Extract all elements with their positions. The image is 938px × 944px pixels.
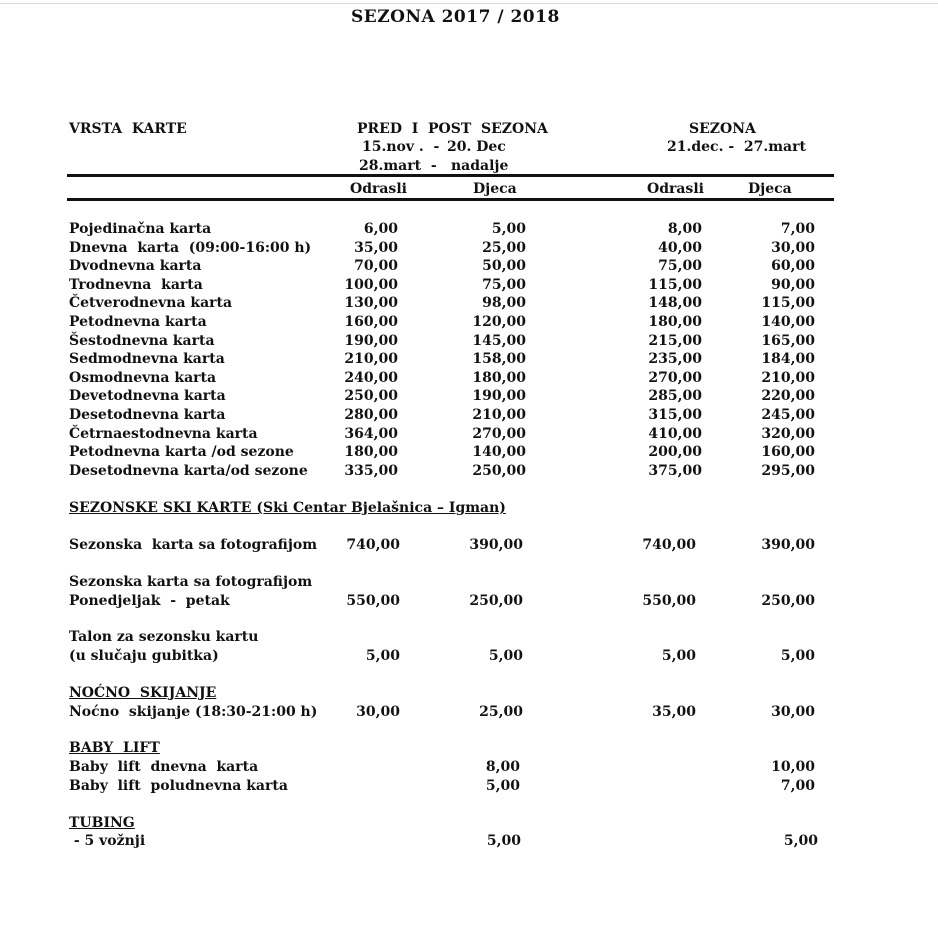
ticket-price-odrasli-pre: 250,00	[344, 388, 398, 404]
ticket-row-name: Devetodnevna karta	[69, 388, 226, 404]
night-heading: NOĆNO SKIJANJE	[69, 685, 217, 701]
talon-name1: Talon za sezonsku kartu	[69, 629, 259, 645]
seasonal-weekday-djeca-pre: 250,00	[469, 593, 523, 609]
col-djeca-season: Djeca	[748, 181, 792, 197]
ticket-price-odrasli-season: 200,00	[648, 444, 702, 460]
ticket-price-odrasli-pre: 160,00	[344, 314, 398, 330]
baby-lift-heading: BABY LIFT	[69, 740, 160, 756]
ticket-price-odrasli-season: 285,00	[648, 388, 702, 404]
ticket-row-name: Osmodnevna karta	[69, 370, 217, 386]
ticket-row-name: Trodnevna karta	[69, 277, 203, 293]
col-djeca-pre: Djeca	[473, 181, 517, 197]
ticket-price-odrasli-pre: 210,00	[344, 351, 398, 367]
ticket-price-djeca-pre: 75,00	[482, 277, 526, 293]
ticket-row-name: Dnevna karta (09:00-16:00 h)	[69, 240, 312, 256]
header-rule-bottom	[67, 198, 834, 201]
ticket-price-odrasli-pre: 130,00	[344, 295, 398, 311]
seasonal-weekday-djeca-season: 250,00	[761, 593, 815, 609]
header-rule-top	[67, 174, 834, 177]
ticket-row-name: Petodnevna karta /od sezone	[69, 444, 294, 460]
ticket-price-djeca-season: 7,00	[780, 221, 815, 237]
header-pre-post-season: PRED I POST SEZONA	[357, 121, 548, 137]
seasonal-weekday-name2: Ponedjeljak - petak	[69, 593, 230, 609]
ticket-price-odrasli-season: 75,00	[658, 258, 702, 274]
baby-lift-row-name: Baby lift dnevna karta	[69, 759, 259, 775]
col-odrasli-pre: Odrasli	[350, 181, 407, 197]
ticket-price-djeca-season: 210,00	[761, 370, 815, 386]
ticket-price-djeca-pre: 50,00	[482, 258, 526, 274]
seasonal-weekday-odrasli-season: 550,00	[642, 593, 696, 609]
header-pre-post-date-1a: 15.nov . -	[362, 139, 440, 155]
ticket-row-name: Četverodnevna karta	[69, 295, 233, 311]
baby-lift-djeca-season: 7,00	[780, 778, 815, 794]
ticket-price-odrasli-season: 270,00	[648, 370, 702, 386]
col-odrasli-season: Odrasli	[647, 181, 704, 197]
ticket-price-odrasli-pre: 280,00	[344, 407, 398, 423]
night-odrasli-season: 35,00	[652, 704, 696, 720]
ticket-price-odrasli-pre: 35,00	[354, 240, 398, 256]
header-vrsta-karte: VRSTA KARTE	[69, 121, 187, 137]
ticket-price-odrasli-season: 375,00	[648, 463, 702, 479]
ticket-price-djeca-pre: 5,00	[491, 221, 526, 237]
ticket-price-djeca-season: 140,00	[761, 314, 815, 330]
ticket-price-djeca-season: 320,00	[761, 426, 815, 442]
seasonal-weekday-name1: Sezonska karta sa fotografijom	[69, 574, 313, 590]
top-border-line	[0, 3, 938, 4]
ticket-price-djeca-pre: 25,00	[482, 240, 526, 256]
seasonal-photo-name: Sezonska karta sa fotografijom	[69, 537, 318, 553]
talon-djeca-pre: 5,00	[488, 648, 523, 664]
ticket-price-djeca-pre: 180,00	[472, 370, 526, 386]
ticket-price-djeca-pre: 158,00	[472, 351, 526, 367]
ticket-price-odrasli-pre: 100,00	[344, 277, 398, 293]
night-djeca-pre: 25,00	[479, 704, 523, 720]
ticket-price-djeca-pre: 98,00	[482, 295, 526, 311]
tubing-heading: TUBING	[69, 815, 135, 831]
seasonal-heading: SEZONSKE SKI KARTE (Ski Centar Bjelašnica – Igman)	[69, 500, 506, 516]
ticket-price-odrasli-season: 180,00	[648, 314, 702, 330]
night-name: Noćno skijanje (18:30-21:00 h)	[69, 704, 318, 720]
ticket-price-odrasli-season: 410,00	[648, 426, 702, 442]
baby-lift-row-name: Baby lift poludnevna karta	[69, 778, 288, 794]
header-pre-post-date-2b: nadalje	[451, 158, 509, 174]
header-season-range: 21.dec. - 27.mart	[667, 139, 806, 155]
ticket-price-odrasli-season: 148,00	[648, 295, 702, 311]
page-title: SEZONA 2017 / 2018	[351, 7, 560, 27]
talon-odrasli-pre: 5,00	[365, 648, 400, 664]
ticket-price-djeca-season: 90,00	[771, 277, 815, 293]
ticket-price-odrasli-season: 235,00	[648, 351, 702, 367]
ticket-price-djeca-season: 165,00	[761, 333, 815, 349]
baby-lift-djeca-pre: 8,00	[485, 759, 520, 775]
header-pre-post-date-1b: 20. Dec	[447, 139, 506, 155]
ticket-price-odrasli-pre: 190,00	[344, 333, 398, 349]
ticket-price-odrasli-season: 315,00	[648, 407, 702, 423]
tubing-name: - 5 vožnji	[69, 833, 146, 849]
ticket-price-djeca-season: 115,00	[761, 295, 815, 311]
ticket-price-djeca-season: 295,00	[761, 463, 815, 479]
ticket-price-odrasli-season: 215,00	[648, 333, 702, 349]
ticket-price-djeca-pre: 140,00	[472, 444, 526, 460]
baby-lift-djeca-pre: 5,00	[485, 778, 520, 794]
ticket-price-odrasli-season: 115,00	[648, 277, 702, 293]
night-odrasli-pre: 30,00	[356, 704, 400, 720]
ticket-price-djeca-pre: 120,00	[472, 314, 526, 330]
header-pre-post-date-2a: 28.mart -	[359, 158, 437, 174]
ticket-price-djeca-season: 160,00	[761, 444, 815, 460]
baby-lift-djeca-season: 10,00	[771, 759, 815, 775]
night-djeca-season: 30,00	[771, 704, 815, 720]
ticket-price-djeca-pre: 270,00	[472, 426, 526, 442]
ticket-price-djeca-pre: 190,00	[472, 388, 526, 404]
ticket-price-djeca-season: 60,00	[771, 258, 815, 274]
ticket-price-odrasli-season: 40,00	[658, 240, 702, 256]
ticket-row-name: Dvodnevna karta	[69, 258, 202, 274]
ticket-row-name: Šestodnevna karta	[69, 333, 215, 349]
ticket-price-odrasli-pre: 335,00	[344, 463, 398, 479]
ticket-row-name: Sedmodnevna karta	[69, 351, 225, 367]
ticket-price-djeca-pre: 250,00	[472, 463, 526, 479]
ticket-price-djeca-season: 30,00	[771, 240, 815, 256]
seasonal-photo-djeca-season: 390,00	[761, 537, 815, 553]
ticket-price-odrasli-pre: 70,00	[354, 258, 398, 274]
talon-name2: (u slučaju gubitka)	[69, 648, 219, 664]
ticket-price-odrasli-pre: 6,00	[363, 221, 398, 237]
ticket-row-name: Desetodnevna karta/od sezone	[69, 463, 308, 479]
ticket-price-djeca-season: 220,00	[761, 388, 815, 404]
ticket-price-djeca-season: 245,00	[761, 407, 815, 423]
ticket-price-djeca-pre: 210,00	[472, 407, 526, 423]
ticket-price-odrasli-pre: 364,00	[344, 426, 398, 442]
ticket-price-odrasli-season: 8,00	[667, 221, 702, 237]
ticket-price-djeca-pre: 145,00	[472, 333, 526, 349]
ticket-price-djeca-season: 184,00	[761, 351, 815, 367]
seasonal-photo-odrasli-season: 740,00	[642, 537, 696, 553]
ticket-row-name: Desetodnevna karta	[69, 407, 226, 423]
talon-djeca-season: 5,00	[780, 648, 815, 664]
tubing-djeca-season: 5,00	[783, 833, 818, 849]
ticket-row-name: Petodnevna karta	[69, 314, 207, 330]
header-season: SEZONA	[689, 121, 756, 137]
ticket-row-name: Pojedinačna karta	[69, 221, 212, 237]
talon-odrasli-season: 5,00	[661, 648, 696, 664]
ticket-price-odrasli-pre: 180,00	[344, 444, 398, 460]
ticket-price-odrasli-pre: 240,00	[344, 370, 398, 386]
seasonal-weekday-odrasli-pre: 550,00	[346, 593, 400, 609]
seasonal-photo-djeca-pre: 390,00	[469, 537, 523, 553]
ticket-row-name: Četrnaestodnevna karta	[69, 426, 258, 442]
seasonal-photo-odrasli-pre: 740,00	[346, 537, 400, 553]
tubing-djeca-pre: 5,00	[486, 833, 521, 849]
